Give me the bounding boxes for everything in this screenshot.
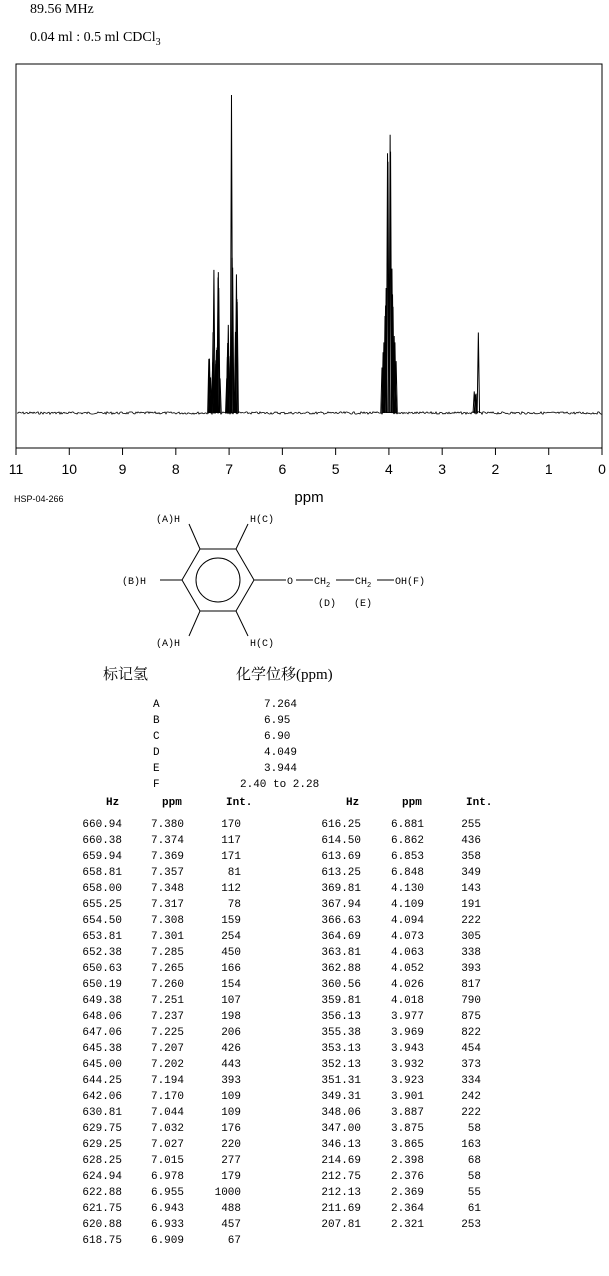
- peak-hz: 366.63: [321, 915, 361, 927]
- x-axis-ticks: [9, 448, 606, 477]
- peak-ppm: 7.237: [150, 1011, 184, 1023]
- peak-intensity: 242: [461, 1091, 481, 1103]
- ch2-e-text: CH: [355, 577, 368, 588]
- peak-intensity: 176: [221, 1123, 241, 1135]
- peak-ppm: 2.321: [390, 1219, 424, 1231]
- peak-hz: 648.06: [82, 1011, 122, 1023]
- left-hz-header: Hz: [106, 797, 120, 809]
- peak-hz: 652.38: [82, 947, 122, 959]
- peak-intensity: 166: [221, 963, 241, 975]
- peak-intensity: 191: [461, 899, 481, 911]
- peak-hz: 349.31: [321, 1091, 361, 1103]
- x-tick-label-11: 0: [598, 461, 606, 477]
- x-tick-label-2: 9: [118, 461, 127, 477]
- peak-hz: 647.06: [82, 1027, 122, 1039]
- label-ch2-e: [355, 577, 371, 590]
- peak-hz: 360.56: [321, 979, 361, 991]
- plot-frame: [16, 64, 602, 448]
- peak-intensity: 253: [461, 1219, 481, 1231]
- peak-ppm: 3.865: [390, 1139, 424, 1151]
- molecule-structure: [100, 505, 460, 655]
- peak-ppm: 2.364: [390, 1203, 424, 1215]
- label-ch2-d: [314, 577, 330, 590]
- peak-ppm: 7.044: [150, 1107, 184, 1119]
- peak-ppm: 7.032: [150, 1123, 184, 1135]
- spectrum-baseline: [17, 412, 602, 414]
- peak-hz: 364.69: [321, 931, 361, 943]
- peak-intensity: 373: [461, 1059, 481, 1071]
- peak-hz: 658.81: [82, 867, 122, 879]
- peak-hz: 214.69: [321, 1155, 361, 1167]
- peak-ppm: 7.225: [150, 1027, 184, 1039]
- x-tick-label-0: 11: [8, 461, 24, 477]
- x-tick-label-7: 4: [385, 461, 393, 477]
- peak-intensity: 436: [461, 835, 481, 847]
- peak-intensity: 67: [227, 1235, 241, 1247]
- assignment-value: 4.049: [264, 747, 298, 759]
- peak-intensity: 179: [221, 1171, 241, 1183]
- peak-hz: 650.63: [82, 963, 122, 975]
- peak-intensity: 305: [461, 931, 481, 943]
- right-hz-header: Hz: [346, 797, 360, 809]
- peak-hz: 613.25: [321, 867, 361, 879]
- peak-intensity: 277: [221, 1155, 241, 1167]
- peak-ppm: 7.027: [150, 1139, 184, 1151]
- peak-hz: 362.88: [321, 963, 361, 975]
- peak-hz: 614.50: [321, 835, 361, 847]
- assignment-label: E: [153, 763, 160, 775]
- peak-hz: 359.81: [321, 995, 361, 1007]
- x-tick-label-5: 6: [278, 461, 287, 477]
- peak-hz: 618.75: [82, 1235, 122, 1247]
- peak-hz: 353.13: [321, 1043, 361, 1055]
- peak-ppm: 7.260: [150, 979, 184, 991]
- peak-hz: 363.81: [321, 947, 361, 959]
- x-axis-label: ppm: [294, 489, 324, 506]
- peak-intensity: 112: [221, 883, 241, 895]
- peak-hz: 629.25: [82, 1139, 122, 1151]
- peak-ppm: 6.848: [390, 867, 424, 879]
- peak-intensity: 358: [461, 851, 481, 863]
- x-tick-label-10: 1: [544, 461, 553, 477]
- peak-hz: 629.75: [82, 1123, 122, 1135]
- peak-intensity: 163: [461, 1139, 481, 1151]
- peak-ppm: 2.398: [390, 1155, 424, 1167]
- peak-ppm: 3.932: [390, 1059, 424, 1071]
- peak-intensity: 143: [461, 883, 481, 895]
- assignment-value: 7.264: [264, 699, 298, 711]
- peak-hz: 658.00: [82, 883, 122, 895]
- peak-intensity: 206: [221, 1027, 241, 1039]
- peak-intensity: 254: [221, 931, 241, 943]
- peak-intensity: 154: [221, 979, 241, 991]
- peak-ppm: 7.374: [150, 835, 184, 847]
- peak-ppm: 7.308: [150, 915, 184, 927]
- peak-intensity: 1000: [214, 1187, 241, 1199]
- peak-intensity: 170: [221, 819, 241, 831]
- sample-text: 0.04 ml : 0.5 ml CDCl: [30, 30, 156, 45]
- label-oxygen: O: [287, 577, 294, 588]
- peak-ppm: 4.073: [390, 931, 424, 943]
- peak-ppm: 6.862: [390, 835, 424, 847]
- x-tick-label-4: 7: [225, 461, 233, 477]
- peak-ppm: 4.052: [390, 963, 424, 975]
- peak-intensity: 117: [221, 835, 241, 847]
- peak-ppm: 7.301: [150, 931, 184, 943]
- peak-intensity: 443: [221, 1059, 241, 1071]
- peak-intensity: 220: [221, 1139, 241, 1151]
- peak-intensity: 338: [461, 947, 481, 959]
- peak-ppm: 7.285: [150, 947, 184, 959]
- peak-ppm: 6.943: [150, 1203, 184, 1215]
- peak-52: [477, 333, 479, 413]
- peak-hz: 645.38: [82, 1043, 122, 1055]
- peak-ppm: 6.955: [150, 1187, 184, 1199]
- peak-hz: 621.75: [82, 1203, 122, 1215]
- assignment-label: D: [153, 747, 160, 759]
- peak-intensity: 875: [461, 1011, 481, 1023]
- label-hydroxyl: OH(F): [395, 577, 426, 588]
- sample-subscript: 3: [155, 36, 161, 48]
- peak-intensity: 255: [461, 819, 481, 831]
- peak-ppm: 7.348: [150, 883, 184, 895]
- assignment-label: A: [153, 699, 160, 711]
- peak-hz: 613.69: [321, 851, 361, 863]
- spectrum-code: HSP-04-266: [14, 494, 64, 504]
- peak-ppm: 4.026: [390, 979, 424, 991]
- peak-hz: 351.31: [321, 1075, 361, 1087]
- peak-hz: 659.94: [82, 851, 122, 863]
- peak-ppm: 6.853: [390, 851, 424, 863]
- peak-ppm: 4.063: [390, 947, 424, 959]
- x-tick-label-6: 5: [331, 461, 340, 477]
- peak-hz: 660.94: [82, 819, 122, 831]
- peak-ppm: 7.357: [150, 867, 184, 879]
- nmr-spectrum-chart: [0, 0, 609, 515]
- shift-column-header: 化学位移(ppm): [236, 667, 333, 683]
- peak-ppm: 2.376: [390, 1171, 424, 1183]
- peak-hz: 367.94: [321, 899, 361, 911]
- peak-intensity: 450: [221, 947, 241, 959]
- peak-hz: 207.81: [321, 1219, 361, 1231]
- peak-ppm: 6.881: [390, 819, 424, 831]
- peak-hz: 212.13: [321, 1187, 361, 1199]
- peak-hz: 616.25: [321, 819, 361, 831]
- peak-ppm: 7.015: [150, 1155, 184, 1167]
- peak-intensity: 61: [467, 1203, 481, 1215]
- peak-intensity: 822: [461, 1027, 481, 1039]
- peak-hz: 649.38: [82, 995, 122, 1007]
- peak-hz: 630.81: [82, 1107, 122, 1119]
- peak-ppm: 7.380: [150, 819, 184, 831]
- label-a-top: (A)H: [156, 515, 181, 526]
- peak-ppm: 6.933: [150, 1219, 184, 1231]
- peak-ppm: 3.977: [390, 1011, 424, 1023]
- peak-intensity: 171: [221, 851, 241, 863]
- peak-hz: 352.13: [321, 1059, 361, 1071]
- peak-ppm: 7.202: [150, 1059, 184, 1071]
- peak-intensity: 488: [221, 1203, 241, 1215]
- peak-intensity: 222: [461, 915, 481, 927]
- assignment-label: C: [153, 731, 160, 743]
- x-tick-label-1: 10: [61, 461, 78, 477]
- peak-hz: 369.81: [321, 883, 361, 895]
- peak-intensity: 107: [221, 995, 241, 1007]
- peak-intensity: 78: [227, 899, 241, 911]
- x-tick-label-3: 8: [171, 461, 180, 477]
- peak-hz: 347.00: [321, 1123, 361, 1135]
- peak-hz: 650.19: [82, 979, 122, 991]
- label-a-bottom: (A)H: [156, 639, 181, 650]
- label-e: (E): [354, 599, 373, 610]
- peak-ppm: 3.875: [390, 1123, 424, 1135]
- peak-hz: 645.00: [82, 1059, 122, 1071]
- ch2-d-text: CH: [314, 577, 327, 588]
- assignment-value: 6.95: [264, 715, 291, 727]
- peak-intensity: 393: [221, 1075, 241, 1087]
- peak-ppm: 3.943: [390, 1043, 424, 1055]
- peak-ppm: 7.369: [150, 851, 184, 863]
- peak-hz: 348.06: [321, 1107, 361, 1119]
- peak-hz: 346.13: [321, 1139, 361, 1151]
- peak-hz: 622.88: [82, 1187, 122, 1199]
- ch2-e-sub: 2: [367, 582, 372, 590]
- right-ppm-header: ppm: [402, 797, 422, 809]
- peak-hz: 644.25: [82, 1075, 122, 1087]
- peak-ppm: 4.109: [390, 899, 424, 911]
- peak-ppm: 4.094: [390, 915, 424, 927]
- peak-ppm: 7.194: [150, 1075, 184, 1087]
- x-tick-label-9: 2: [491, 461, 500, 477]
- peak-hz: 620.88: [82, 1219, 122, 1231]
- peak-ppm: 4.130: [390, 883, 424, 895]
- left-int-header: Int.: [226, 797, 253, 809]
- peak-intensity: 81: [227, 867, 241, 879]
- peak-hz: 628.25: [82, 1155, 122, 1167]
- assignment-label: F: [153, 779, 160, 791]
- label-d: (D): [318, 599, 337, 610]
- peak-hz: 212.75: [321, 1171, 361, 1183]
- peak-intensity: 393: [461, 963, 481, 975]
- peak-ppm: 6.909: [150, 1235, 184, 1247]
- peak-ppm: 7.317: [150, 899, 184, 911]
- left-ppm-header: ppm: [162, 797, 182, 809]
- peak-ppm: 6.978: [150, 1171, 184, 1183]
- spectrum-peaks: [17, 95, 602, 414]
- peak-intensity: 55: [467, 1187, 481, 1199]
- label-column-header: 标记氢: [103, 667, 149, 683]
- ch2-d-sub: 2: [326, 582, 331, 590]
- peak-ppm: 3.901: [390, 1091, 424, 1103]
- peak-intensity: 68: [467, 1155, 481, 1167]
- peak-intensity: 454: [461, 1043, 481, 1055]
- peak-ppm: 4.018: [390, 995, 424, 1007]
- peak-intensity: 349: [461, 867, 481, 879]
- peak-intensity: 58: [467, 1123, 481, 1135]
- peak-hz: 660.38: [82, 835, 122, 847]
- peak-intensity: 198: [221, 1011, 241, 1023]
- assignment-value: 2.40 to 2.28: [240, 779, 320, 791]
- peak-hz: 356.13: [321, 1011, 361, 1023]
- peak-ppm: 3.923: [390, 1075, 424, 1087]
- peak-intensity: 222: [461, 1107, 481, 1119]
- label-c-bottom: H(C): [250, 639, 275, 650]
- peak-ppm: 7.207: [150, 1043, 184, 1055]
- assignment-value: 3.944: [264, 763, 298, 775]
- assignment-label: B: [153, 715, 160, 727]
- peak-intensity: 109: [221, 1107, 241, 1119]
- peak-intensity: 109: [221, 1091, 241, 1103]
- frequency-label: 89.56 MHz: [30, 2, 94, 17]
- assignment-value: 6.90: [264, 731, 291, 743]
- peak-intensity: 457: [221, 1219, 241, 1231]
- peak-ppm: 7.251: [150, 995, 184, 1007]
- peak-hz: 642.06: [82, 1091, 122, 1103]
- peak-ppm: 7.265: [150, 963, 184, 975]
- x-tick-label-8: 3: [438, 461, 447, 477]
- peak-intensity: 58: [467, 1171, 481, 1183]
- peak-intensity: 334: [461, 1075, 481, 1087]
- peak-hz: 655.25: [82, 899, 122, 911]
- peak-hz: 211.69: [321, 1203, 361, 1215]
- label-c-top: H(C): [250, 515, 275, 526]
- peak-hz: 654.50: [82, 915, 122, 927]
- label-b-left: (B)H: [122, 577, 147, 588]
- peak-ppm: 2.369: [390, 1187, 424, 1199]
- peak-intensity: 817: [461, 979, 481, 991]
- peak-hz: 624.94: [82, 1171, 122, 1183]
- peak-hz: 355.38: [321, 1027, 361, 1039]
- peak-ppm: 3.887: [390, 1107, 424, 1119]
- peak-ppm: 3.969: [390, 1027, 424, 1039]
- peak-intensity: 159: [221, 915, 241, 927]
- peak-ppm: 7.170: [150, 1091, 184, 1103]
- peak-intensity: 790: [461, 995, 481, 1007]
- right-int-header: Int.: [466, 797, 493, 809]
- peak-hz: 653.81: [82, 931, 122, 943]
- peak-intensity: 426: [221, 1043, 241, 1055]
